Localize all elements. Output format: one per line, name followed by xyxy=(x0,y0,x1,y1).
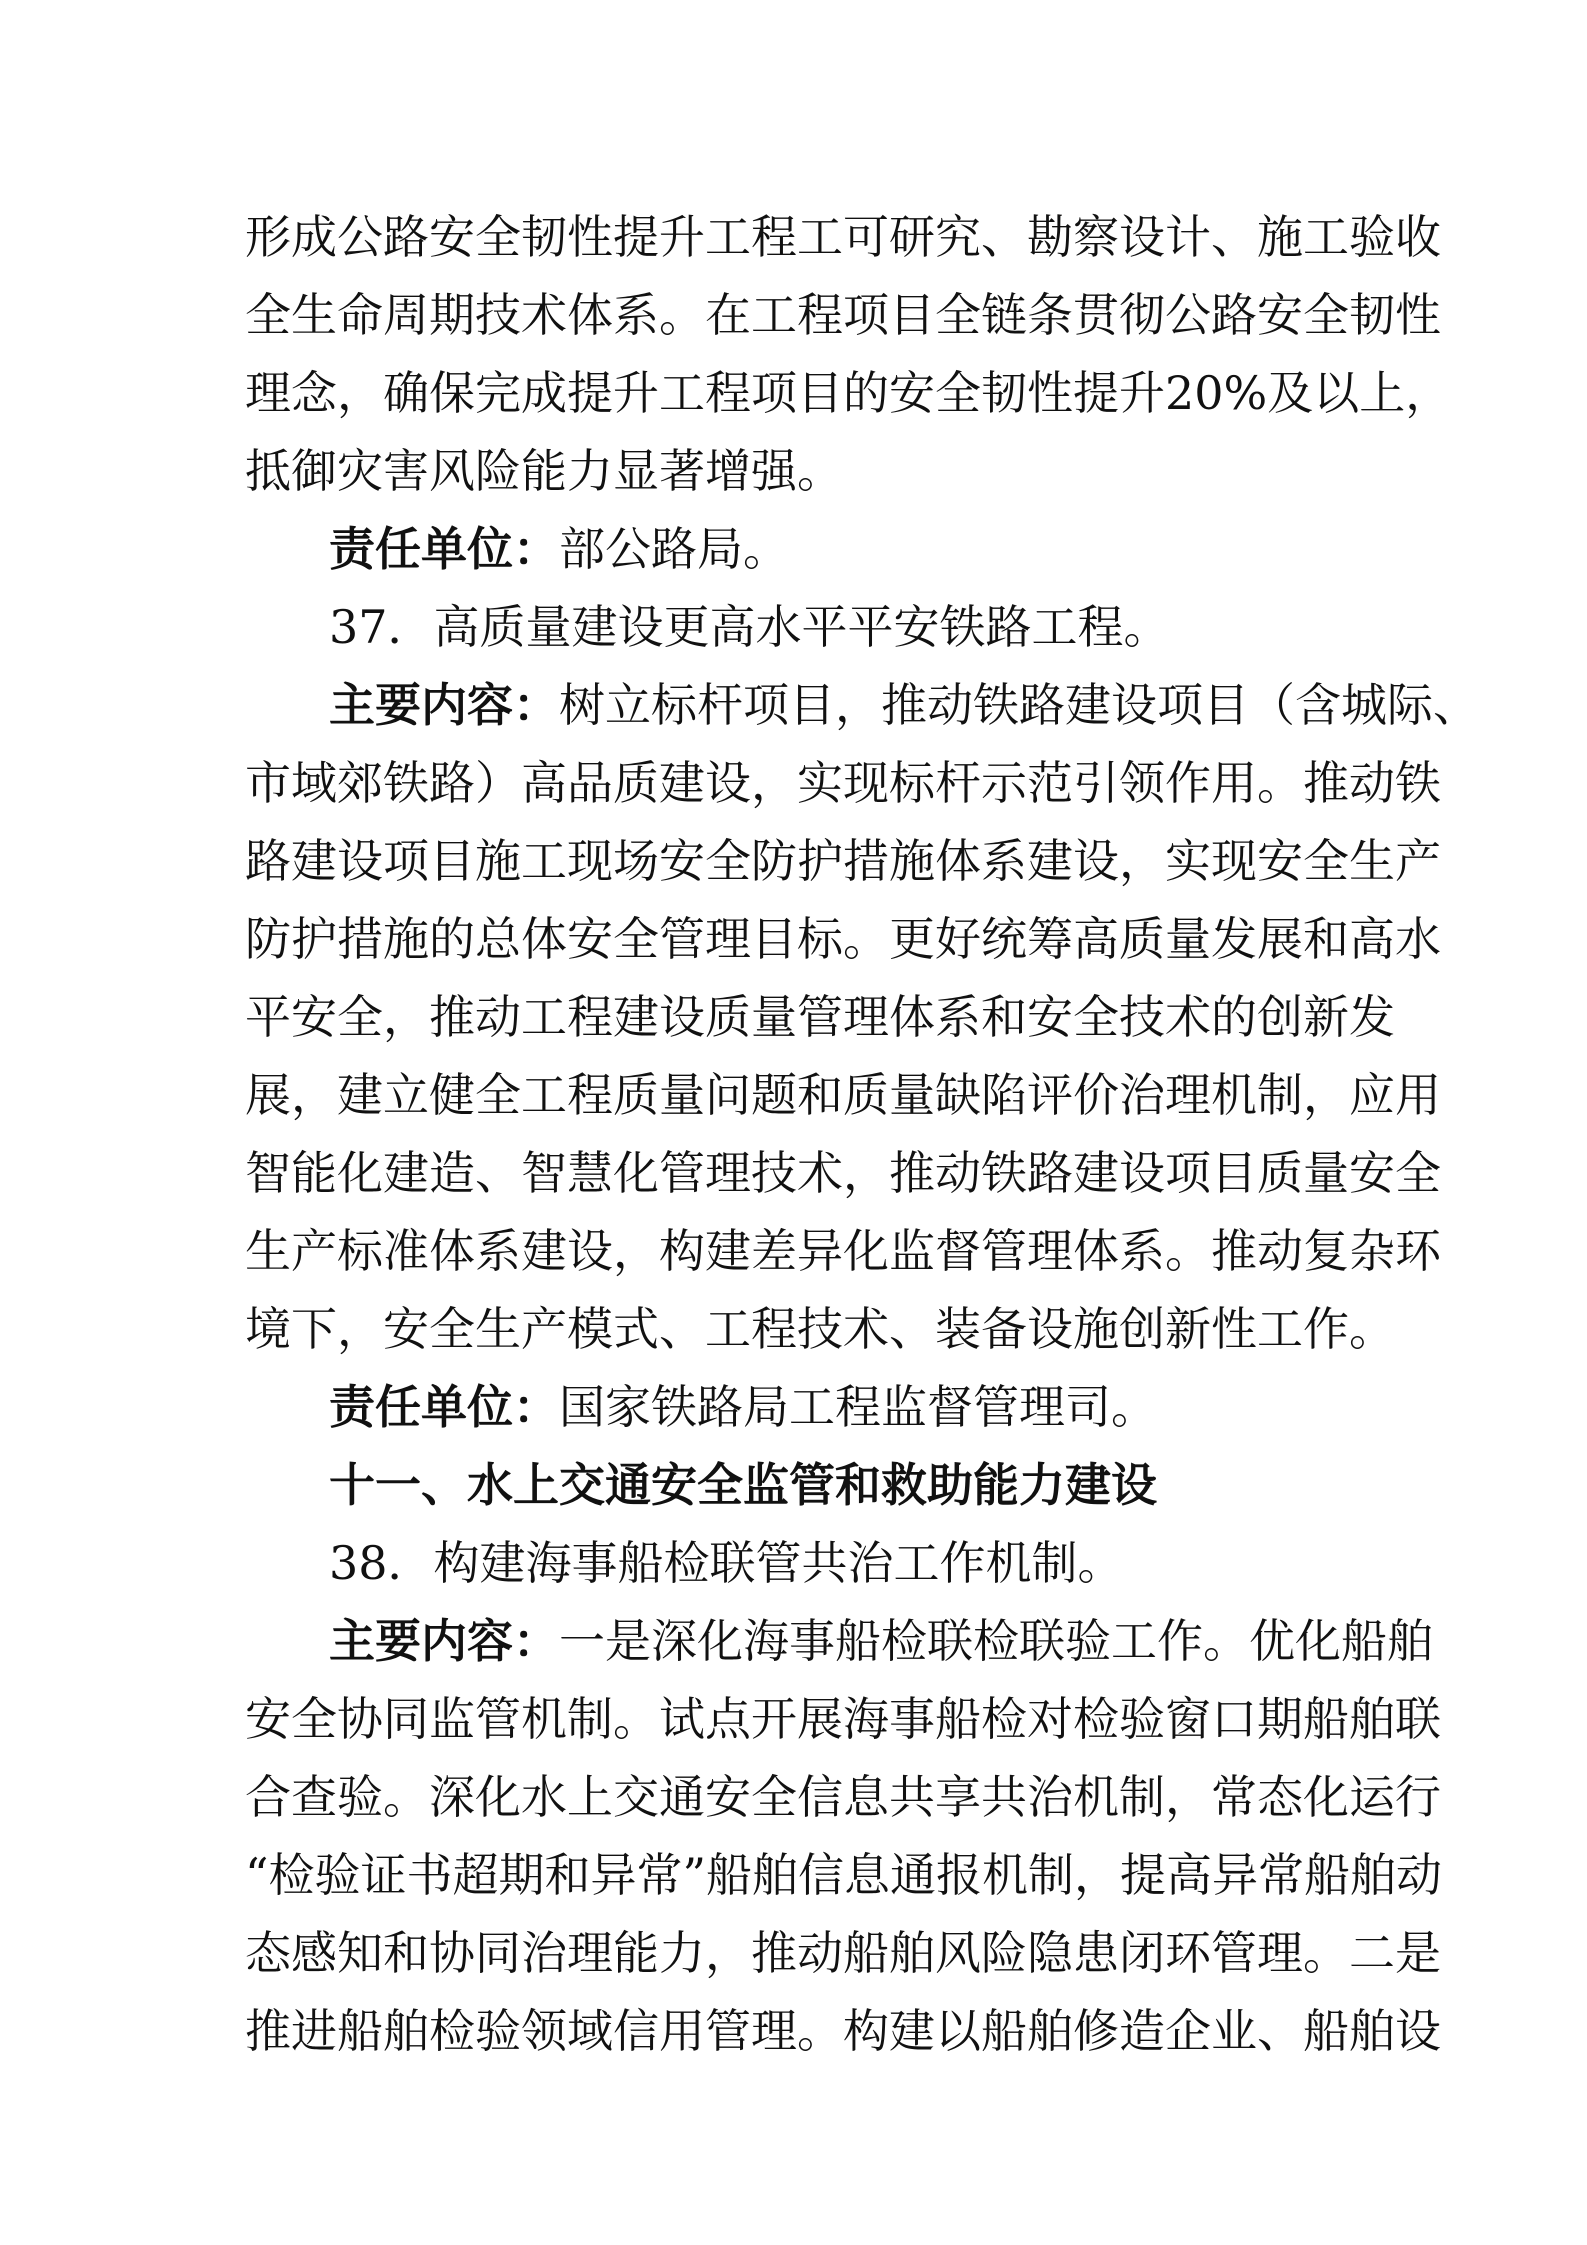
line-text: “检验证书超期和异常”船舶信息通报机制，提高异常船舶动 xyxy=(245,1848,1443,1902)
text-line xyxy=(245,1914,1441,1992)
line-text: 一是深化海事船检联检联验工作。优化船舶 xyxy=(559,1614,1433,1668)
line-text: 安全协同监管机制。试点开展海事船检对检验窗口期船舶联 xyxy=(245,1692,1441,1746)
line-text: 抵御灾害风险能力显著增强。 xyxy=(245,444,843,498)
text-line xyxy=(245,198,1441,276)
line-text: 展，建立健全工程质量问题和质量缺陷评价治理机制，应用 xyxy=(245,1068,1441,1122)
text-line xyxy=(245,1056,1441,1134)
line-text: 十一、水上交通安全监管和救助能力建设 xyxy=(329,1458,1157,1512)
text-line xyxy=(245,1212,1441,1290)
line-text: 37．高质量建设更高水平平安铁路工程。 xyxy=(329,600,1170,654)
text-line xyxy=(245,1680,1441,1758)
text-line xyxy=(329,1602,1433,1680)
field-label: 责任单位： xyxy=(329,522,559,576)
line-text: 38．构建海事船检联管共治工作机制。 xyxy=(329,1536,1124,1590)
text-line xyxy=(329,588,1356,666)
text-line xyxy=(245,1290,1395,1368)
text-line xyxy=(245,1992,1441,2070)
text-line xyxy=(245,1758,1441,1836)
line-text: 理念，确保完成提升工程项目的安全韧性提升20%及以上， xyxy=(245,366,1452,420)
line-text: 态感知和协同治理能力，推动船舶风险隐患闭环管理。二是 xyxy=(245,1926,1441,1980)
text-line xyxy=(245,354,1452,432)
line-text: 部公路局。 xyxy=(559,522,789,576)
text-line xyxy=(245,744,1441,822)
text-line xyxy=(245,276,1441,354)
text-line xyxy=(329,1368,1356,1446)
text-line xyxy=(245,1134,1441,1212)
line-text: 推进船舶检验领域信用管理。构建以船舶修造企业、船舶设 xyxy=(245,2004,1441,2058)
text-line xyxy=(245,978,1395,1056)
line-text: 防护措施的总体安全管理目标。更好统筹高质量发展和高水 xyxy=(245,912,1441,966)
line-text: 树立标杆项目，推动铁路建设项目（含城际、 xyxy=(559,678,1479,732)
text-line xyxy=(329,666,1479,744)
line-text: 合查验。深化水上交通安全信息共享共治机制，常态化运行 xyxy=(245,1770,1441,1824)
line-text: 境下，安全生产模式、工程技术、装备设施创新性工作。 xyxy=(245,1302,1395,1356)
text-line xyxy=(245,900,1441,978)
field-label: 主要内容： xyxy=(329,1614,559,1668)
line-text: 生产标准体系建设，构建差异化监督管理体系。推动复杂环 xyxy=(245,1224,1441,1278)
text-line xyxy=(329,1524,1356,1602)
text-line xyxy=(329,510,1356,588)
line-text: 全生命周期技术体系。在工程项目全链条贯彻公路安全韧性 xyxy=(245,288,1441,342)
line-text: 平安全，推动工程建设质量管理体系和安全技术的创新发 xyxy=(245,990,1395,1044)
line-text: 形成公路安全韧性提升工程工可研究、勘察设计、施工验收 xyxy=(245,210,1441,264)
line-text: 市域郊铁路）高品质建设，实现标杆示范引领作用。推动铁 xyxy=(245,756,1441,810)
field-label: 主要内容： xyxy=(329,678,559,732)
line-text: 国家铁路局工程监督管理司。 xyxy=(559,1380,1157,1434)
text-line xyxy=(245,432,1356,510)
text-line xyxy=(245,1836,1443,1914)
line-text: 智能化建造、智慧化管理技术，推动铁路建设项目质量安全 xyxy=(245,1146,1441,1200)
text-line xyxy=(245,822,1441,900)
section-heading xyxy=(329,1446,1356,1524)
line-text: 路建设项目施工现场安全防护措施体系建设，实现安全生产 xyxy=(245,834,1441,888)
field-label: 责任单位： xyxy=(329,1380,559,1434)
